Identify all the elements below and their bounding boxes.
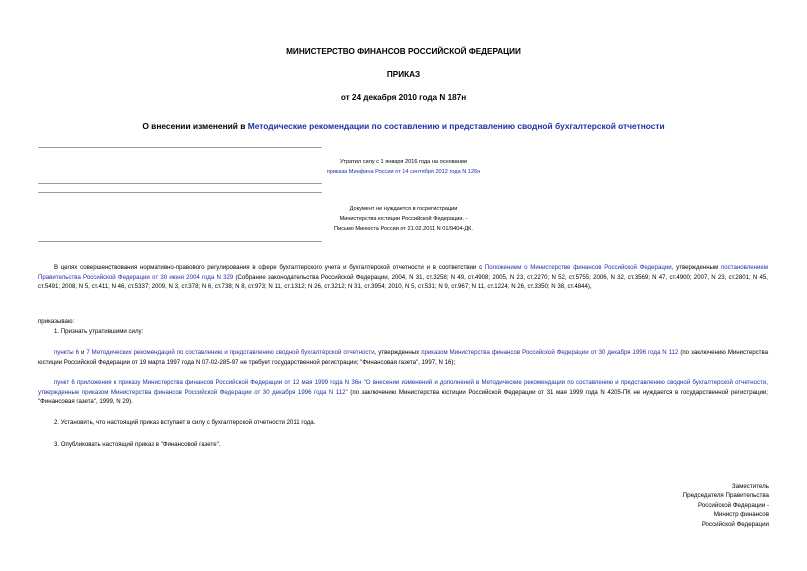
order-112-link[interactable]: приказом Министерства финансов Российской Федерации от 30 декабря 1996 года N 112 <box>421 349 679 356</box>
title-link[interactable]: Методические рекомендации по составлению и представлению сводной бухгалтерской отчетности <box>247 121 665 131</box>
item-text: (по заключению Министерства юстиции Российской Федерации от 31 мая 1999 года N 4205-ПК не нуждается в государственной регистрации; "Финансовая газета", 1999, N 29). <box>38 388 768 405</box>
regulation-link[interactable]: Положением о Министерстве финансов Российской Федерации <box>484 264 672 271</box>
preamble-text: , утвержденным <box>671 264 721 271</box>
item-text: , утвержденных <box>374 349 422 356</box>
item-text: и <box>78 349 87 356</box>
item-1-sub-2 <box>38 378 768 407</box>
item-text: (по заключению Министерства юстиции Российской Федерации от 19 марта 1997 года N 07-02-285-97 не требует государственной регистрации; "Финансовая газета", 1997, N 16); <box>38 349 769 366</box>
signature-line: Председателя Правительства <box>682 492 769 500</box>
status-note <box>0 157 807 177</box>
signature-line: Министр финансов <box>713 511 769 519</box>
preamble-text: (Собрание законодательства Российской Федерации, 2004, N 31, ст.3258; N 49, ст.4908; 2005, N 23, ст.2270; N 52, ст.5755; 2006, N 32, ст.3569; N 47, ст.4900; 2007, N 23, ст.2801; N 45, ст.5491; 2008, N 5, ст.411; N 46, ст.5337; 2009, N 3, ст.378; N 6, ст.738; N 8, ст.973; N 11, ст.1312; N 26, ст.3212; N 31, ст.3954; 2010, N 5, ст.531; N 9, ст.967; N 11, ст.1224; N 26, ст.3350; N 38, ст.4844), <box>38 273 768 290</box>
divider <box>38 192 322 193</box>
divider <box>38 183 322 184</box>
signature-block <box>683 482 769 529</box>
registration-note-line: Министерства юстиции Российской Федерации. - <box>339 216 468 222</box>
preamble-paragraph <box>38 263 768 292</box>
document-type: ПРИКАЗ <box>386 70 421 79</box>
item-1-heading: 1. Признать утратившими силу: <box>54 328 144 335</box>
preamble-text: В целях совершенствования нормативно-правового регулирования в сфере бухгалтерского учета и бухгалтерской отчетности и в соответствии с <box>54 264 485 271</box>
signature-line: Российской Федерации - <box>697 501 769 509</box>
item-1-sub-1 <box>38 348 768 367</box>
registration-note-line: Письмо Минюста России от 21.02.2011 N 01/9404-ДК. <box>334 226 473 232</box>
registration-note <box>0 204 807 234</box>
status-note-line: Утратил силу с 1 января 2016 года на основании <box>339 159 468 165</box>
document-title <box>0 121 807 131</box>
ministry-heading: МИНИСТЕРСТВО ФИНАНСОВ РОССИЙСКОЙ ФЕДЕРАЦИИ <box>286 47 521 56</box>
title-prefix: О внесении изменений в <box>142 121 248 131</box>
document-date: от 24 декабря 2010 года N 187н <box>340 93 467 102</box>
resolution-link[interactable]: постановлением Правительства Российской Федерации от 30 июня 2004 года N 329 <box>38 264 768 281</box>
signature-line: Российской Федерации <box>701 520 769 528</box>
divider <box>38 147 322 148</box>
item-3: 3. Опубликовать настоящий приказ в "Финансовой газете". <box>54 441 221 448</box>
order-word: приказываю: <box>38 318 75 325</box>
order-36n-link[interactable]: пункт 6 приложения к приказу Министерства финансов Российской Федерации от 12 мая 1999 года N 36н "О внесении изменений и дополнений в Методические рекомендации по составлению и представлению сводной бухгалтерской отчетности, утвержденные приказом Министерства финансов Российской Федерации от 30 декабря 1996 года N 112" <box>38 379 768 396</box>
item-2: 2. Установить, что настоящий приказ вступает в силу с бухгалтерской отчетности 2011 года. <box>54 419 316 426</box>
divider <box>38 241 322 242</box>
repeal-order-link[interactable]: приказа Минфина России от 14 сентября 2012 года N 126н <box>326 169 481 175</box>
registration-note-line: Документ не нуждается в госрегистрации <box>349 206 458 212</box>
signature-line: Заместитель <box>731 483 769 490</box>
points-link[interactable]: пункты 6 <box>54 349 79 356</box>
recommendations-link[interactable]: 7 Методических рекомендаций по составлению и представлению сводной бухгалтерской отчетности <box>86 349 375 356</box>
